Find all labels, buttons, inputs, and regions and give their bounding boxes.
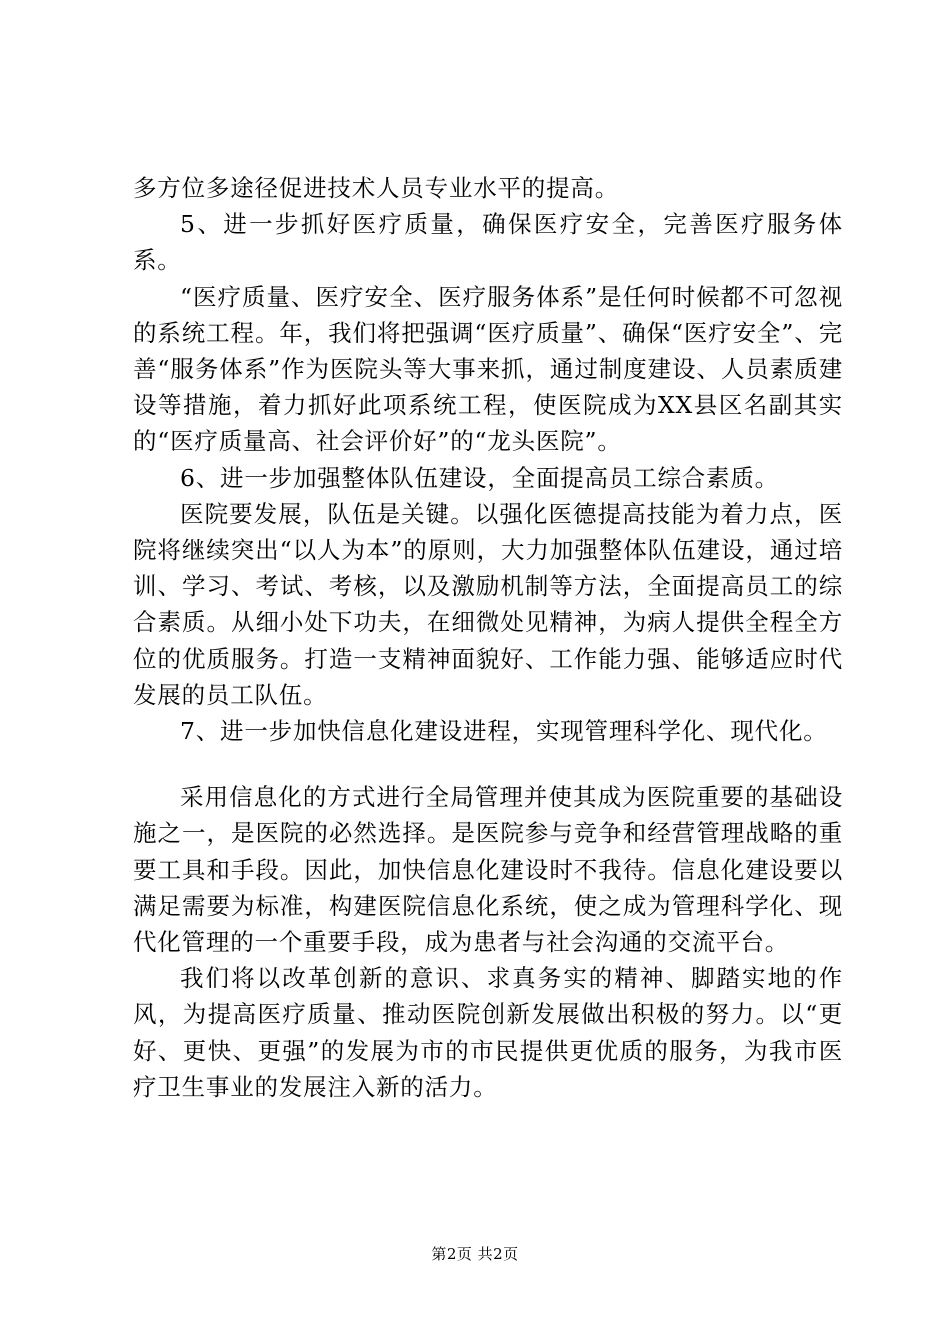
section-heading-5: 5、进一步抓好医疗质量，确保医疗安全，完善医疗服务体系。 (133, 210, 843, 275)
section-heading-7: 7、进一步加快信息化建设进程，实现管理科学化、现代化。 (180, 717, 828, 746)
paragraph-informatization: 采用信息化的方式进行全局管理并使其成为医院重要的基础设施之一，是医院的必然选择。是医院参与竞争和经营管理战略的重要工具和手段。因此，加快信息化建设时不我待。信息化建设要以满足需要为标准，构建医院信息化系统，使之成为管理科学化、现代化管理的一个重要手段，成为患者与社会沟通的交流平台。 (133, 783, 843, 957)
document-body (133, 170, 843, 1105)
paragraph-medical-quality: “医疗质量、医疗安全、医疗服务体系”是任何时候都不可忽视的系统工程。年，我们将把强调“医疗质量”、确保“医疗安全”、完善“服务体系”作为医院头等大事来抓，通过制度建设、人员素质建设等措施，着力抓好此项系统工程，使医院成为XX县区名副其实的“医疗质量高、社会评价好”的“龙头医院”。 (133, 282, 843, 456)
section-heading-6: 6、进一步加强整体队伍建设，全面提高员工综合素质。 (180, 463, 779, 492)
paragraph-closing: 我们将以改革创新的意识、求真务实的精神、脚踏实地的作风，为提高医疗质量、推动医院创新发展做出积极的努力。以“更好、更快、更强”的发展为市的市民提供更优质的服务，为我市医疗卫生事业的发展注入新的活力。 (133, 964, 843, 1101)
page-number-footer: 第2页 共2页 (431, 1245, 519, 1263)
paragraph-continuation: 多方位多途径促进技术人员专业水平的提高。 (133, 174, 619, 202)
paragraph-team-building: 医院要发展，队伍是关键。以强化医德提高技能为着力点，医院将继续突出“以人为本”的原则，大力加强整体队伍建设，通过培训、学习、考试、考核，以及激励机制等方法，全面提高员工的综合素质。从细小处下功夫，在细微处见精神，为病人提供全程全方位的优质服务。打造一支精神面貌好、工作能力强、能够适应时代发展的员工队伍。 (133, 499, 843, 709)
